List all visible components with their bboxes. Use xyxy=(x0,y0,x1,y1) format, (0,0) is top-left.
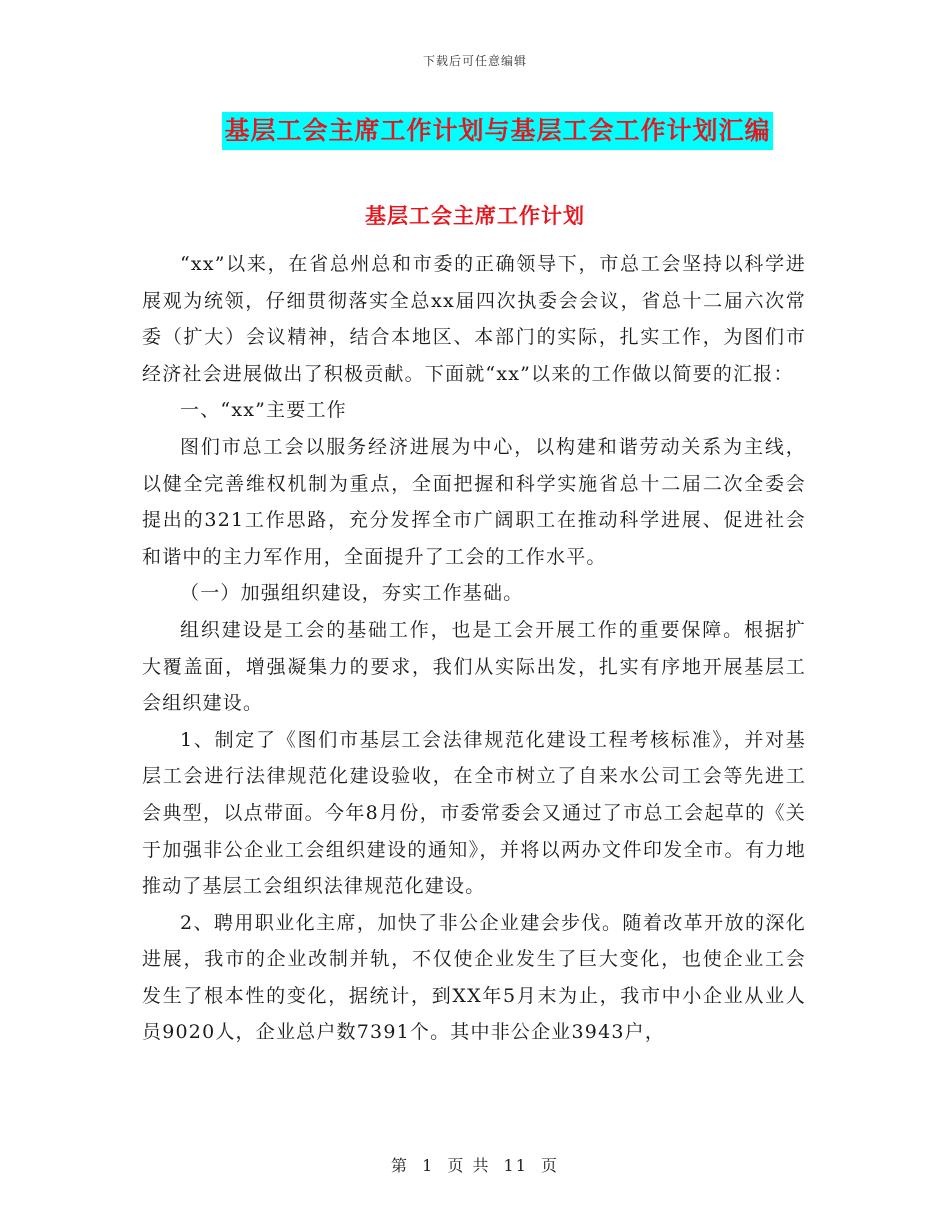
footer-total-pages: 11 xyxy=(503,1156,528,1175)
paragraph-item-1: 1、制定了《图们市基层工会法律规范化建设工程考核标准》，并对基层工会进行法律规范化建设验收，在全市树立了自来水公司工会等先进工会典型，以点带面。今年8月份，市委常委会又通过了市总工会起草的《关于加强非公企业工会组织建设的通知》，并将以两办文件印发全市。有力地推动了基层工会组织法律规范化建设。 xyxy=(142,728,806,898)
page-footer xyxy=(0,1153,950,1176)
section-title: 基层工会主席工作计划 xyxy=(365,203,585,228)
paragraph-item-2: 2、聘用职业化主席，加快了非公企业建会步伐。随着改革开放的深化进展，我市的企业改制并轨，不仅使企业发生了巨大变化，也使企业工会发生了根本性的变化，据统计，到XX年5月末为止，我市中小企业从业人员9020人，企业总户数7391个。其中非公企业3943户， xyxy=(142,911,806,1044)
paragraph-overview: 图们市总工会以服务经济进展为中心，以构建和谐劳动关系为主线，以健全完善维权机制为重点，全面把握和科学实施省总十二届二次全委会提出的321工作思路，充分发挥全市广阔职工在推动科学进展、促进社会和谐中的主力军作用，全面提升了工会的工作水平。 xyxy=(142,435,806,568)
document-title: 基层工会主席工作计划与基层工会工作计划汇编 xyxy=(222,112,772,150)
footer-middle: 页 共 xyxy=(447,1156,491,1175)
footer-prefix: 第 xyxy=(390,1156,409,1175)
paragraph-heading-main-work: 一、“xx”主要工作 xyxy=(180,399,347,422)
paragraph-intro: “xx”以来，在省总州总和市委的正确领导下，市总工会坚持以科学进展观为统领，仔细贯彻落实全总xx届四次执委会会议，省总十二届六次常委（扩大）会议精神，结合本地区、本部门的实际，扎实工作，为图们市经济社会进展做出了积极贡献。下面就“xx”以来的工作做以简要的汇报： xyxy=(142,253,806,385)
footer-current-page: 1 xyxy=(422,1156,435,1175)
paragraph-organization: 组织建设是工会的基础工作，也是工会开展工作的重要保障。根据扩大覆盖面，增强凝集力的要求，我们从实际出发，扎实有序地开展基层工会组织建设。 xyxy=(142,618,806,715)
footer-suffix: 页 xyxy=(541,1156,560,1175)
header-note: 下载后可任意编辑 xyxy=(422,54,527,68)
document-title-container xyxy=(0,112,950,150)
paragraph-subheading-organization: （一）加强组织建设，夯实工作基础。 xyxy=(180,582,524,605)
document-body xyxy=(142,246,806,1051)
